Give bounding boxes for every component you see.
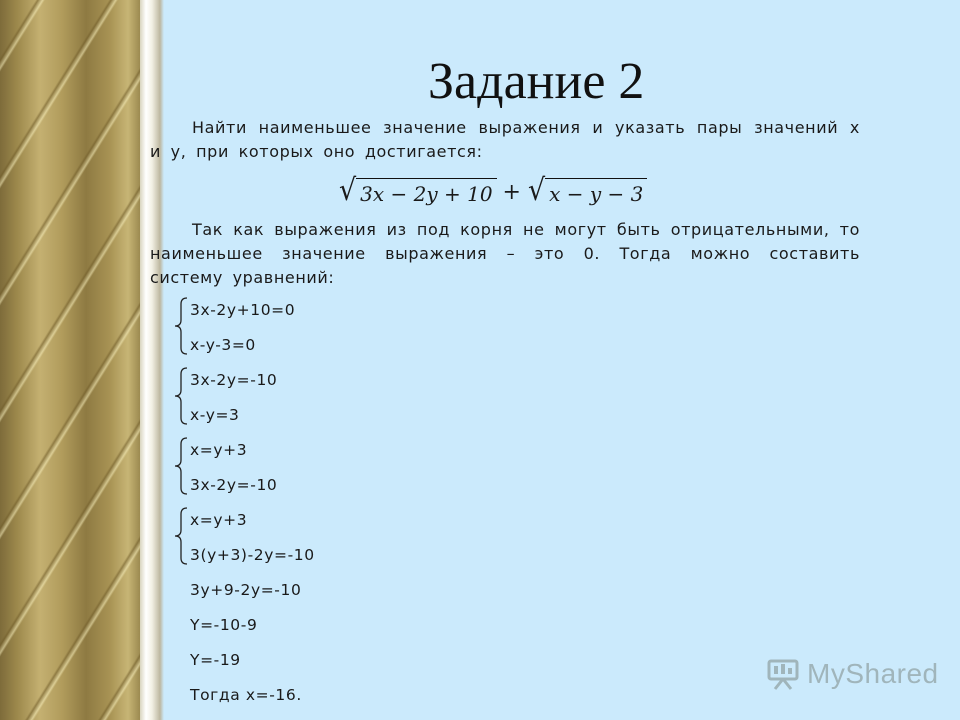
curly-brace-icon	[174, 366, 188, 426]
watermark-text: MyShared	[807, 658, 939, 689]
radical-2	[527, 173, 647, 208]
equation-line: x-y-3=0	[190, 336, 256, 354]
watermark	[765, 656, 939, 692]
decorative-border-edge	[140, 0, 164, 720]
explanation-text: Так как выражения из под корня не могут быть отрицательными, то наименьшее значение выражения – это 0. Тогда можно составить систему уравнений:	[150, 220, 860, 287]
plus-sign: +	[502, 179, 521, 205]
equation-line: 3(y+3)-2y=-10	[190, 546, 315, 564]
projector-screen-icon	[765, 656, 801, 692]
solution-step: Y=-19	[190, 651, 241, 669]
solution-step: 3y+9-2y=-10	[190, 581, 302, 599]
square-root-icon: √	[338, 173, 357, 208]
equation-line: x=y+3	[190, 511, 248, 529]
square-root-icon: √	[527, 173, 546, 208]
equation-line: x=y+3	[190, 441, 248, 459]
solution-step: Y=-10-9	[190, 616, 258, 634]
equation-line: 3x-2y+10=0	[190, 301, 296, 319]
radicand-1: 3x − 2y + 10	[356, 178, 496, 208]
radical-1	[338, 173, 497, 208]
decorative-border	[0, 0, 140, 720]
equation-line: 3x-2y=-10	[190, 476, 278, 494]
solution-step: Тогда x=-16.	[190, 686, 302, 704]
curly-brace-icon	[174, 436, 188, 496]
radicand-2: x − y − 3	[545, 178, 647, 208]
problem-statement: Найти наименьшее значение выражения и указать пары значений x и y, при которых оно достигается:	[150, 118, 860, 161]
curly-brace-icon	[174, 296, 188, 356]
formula	[338, 172, 647, 212]
slide-title: Задание 2	[428, 53, 645, 110]
curly-brace-icon	[174, 506, 188, 566]
equation-line: x-y=3	[190, 406, 240, 424]
equation-line: 3x-2y=-10	[190, 371, 278, 389]
